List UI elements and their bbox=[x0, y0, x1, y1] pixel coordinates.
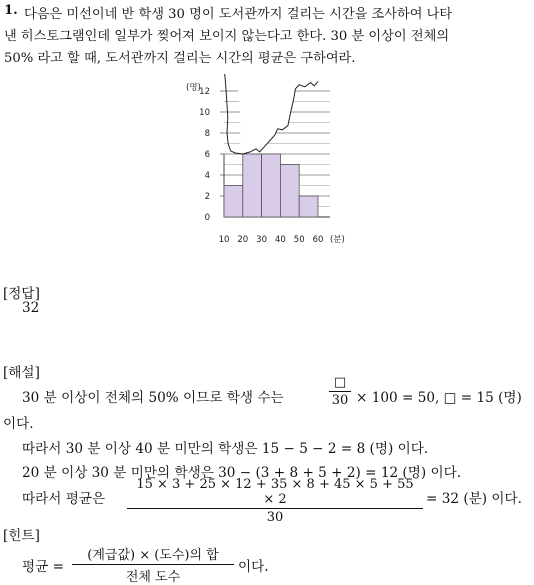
fraction-average bbox=[127, 477, 423, 525]
explanation-line-2: 따라서 30 분 이상 40 분 미만의 학생은 15 − 5 − 2 = 8 (명) 이다. bbox=[22, 441, 429, 457]
histogram-bar bbox=[243, 154, 262, 217]
histogram-bar bbox=[299, 196, 318, 217]
hint-formula-prefix: 평균 = bbox=[22, 559, 64, 575]
fraction-hint bbox=[72, 544, 234, 585]
hint-label: [힌트] bbox=[3, 528, 40, 544]
fraction-numerator: 15 × 3 + 25 × 12 + 35 × 8 + 45 × 5 + 55 × 2 bbox=[136, 477, 414, 507]
fraction-numerator: (계급값) × (도수)의 합 bbox=[87, 548, 219, 563]
histogram-chart bbox=[170, 74, 360, 250]
fraction-bar bbox=[127, 508, 423, 509]
explanation-line-3: 20 분 이상 30 분 미만의 학생은 30 − (3 + 8 + 5 + 2) = 12 (명) 이다. bbox=[22, 465, 462, 481]
x-tick-label: 20 bbox=[237, 235, 249, 245]
x-tick-labels bbox=[219, 235, 324, 245]
x-tick-label: 10 bbox=[218, 235, 230, 245]
y-tick-labels bbox=[199, 87, 210, 223]
fraction-numerator: □ bbox=[333, 375, 347, 390]
y-tick-label: 4 bbox=[204, 171, 210, 181]
x-axis-label: (분) bbox=[330, 235, 345, 245]
problem-line-1: 다음은 미선이네 반 학생 30 명이 도서관까지 걸리는 시간을 조사하여 나타 bbox=[24, 7, 453, 22]
x-tick-label: 40 bbox=[274, 235, 286, 245]
x-tick-label: 50 bbox=[293, 235, 305, 245]
y-tick-label: 8 bbox=[204, 129, 210, 139]
answer-value: 32 bbox=[22, 300, 40, 316]
x-tick-label: 30 bbox=[256, 235, 268, 245]
explanation-line-4: 따라서 평균은 bbox=[22, 491, 106, 507]
explanation-line-4-result: = 32 (분) 이다. bbox=[426, 491, 522, 507]
fraction-students bbox=[329, 375, 351, 408]
problem-line-2: 낸 히스토그램인데 일부가 찢어져 보이지 않는다고 한다. 30 분 이상이 전체의 bbox=[4, 29, 450, 44]
y-tick-label: 6 bbox=[204, 150, 210, 160]
histogram-bar bbox=[280, 165, 299, 218]
y-tick-label: 0 bbox=[204, 213, 210, 223]
x-tick-label: 60 bbox=[312, 235, 324, 245]
y-tick-label: 12 bbox=[199, 87, 210, 97]
explanation-label: [해설] bbox=[3, 365, 40, 381]
fraction-bar bbox=[72, 564, 234, 565]
answer-label: [정답] bbox=[3, 286, 40, 302]
problem-number: 1. bbox=[4, 3, 18, 18]
y-axis-label: (명) bbox=[186, 83, 201, 93]
histogram-bar bbox=[262, 154, 281, 217]
fraction-denominator: 전체 도수 bbox=[125, 570, 181, 585]
explanation-line-1: 30 분 이상이 전체의 50% 이므로 학생 수는 bbox=[22, 390, 284, 406]
y-tick-label: 2 bbox=[204, 192, 210, 202]
histogram-bar bbox=[224, 186, 243, 218]
fraction-denominator: 30 bbox=[331, 393, 349, 408]
fraction-denominator: 30 bbox=[266, 510, 284, 525]
hint-formula-suffix: 이다. bbox=[238, 559, 269, 575]
explanation-line-1-result: × 100 = 50, □ = 15 (명) bbox=[356, 390, 522, 406]
fraction-bar bbox=[329, 391, 351, 392]
problem-line-3: 50% 라고 할 때, 도서관까지 걸리는 시간의 평균은 구하여라. bbox=[4, 51, 356, 66]
torn-edge bbox=[224, 74, 318, 154]
y-tick-label: 10 bbox=[199, 108, 210, 118]
explanation-line-1-cont: 이다. bbox=[3, 416, 34, 432]
